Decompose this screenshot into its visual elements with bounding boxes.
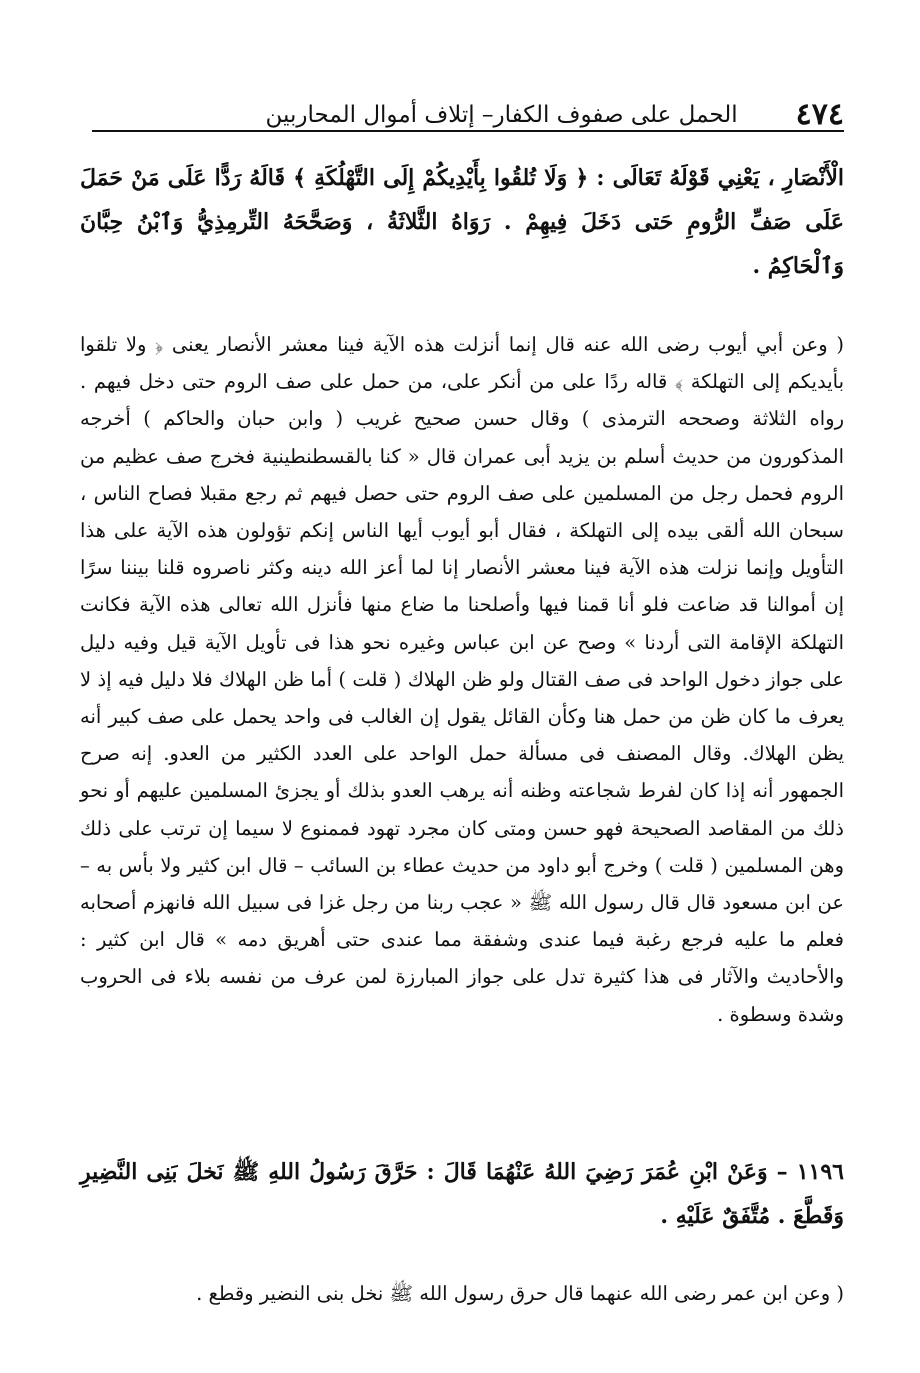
commentary-1196: ( وعن ابن عمر رضى الله عنهما قال حرق رسول الله ﷺ نخل بنى النضير وقطع . [196, 1282, 844, 1305]
hadith-1195-end: الْأَنْصَارِ ، يَعْنِي قَوْلَهُ تَعَالَى : ﴿ وَلَا تُلقُوا بِأَيْدِيكُمْ إِلَى التَّهْلُكَةِ ﴾ قَالَهُ رَدًّا عَلَى مَنْ حَمَلَ عَلَى صَفِّ الرُّومِ حَتى دَخَلَ فِيهِمْ . رَوَاهُ الثَّلاثَةُ ، وَصَحَّحَهُ التِّرمِذِيُّ وَٱبْنُ حِبَّانَ وَٱلْحَاكِمُ . [80, 165, 844, 279]
header-rule [92, 130, 844, 132]
running-title: الحمل على صفوف الكفار– إتلاف أموال المحاربين [265, 102, 738, 128]
commentary-1195: ( وعن أبي أيوب رضى الله عنه قال إنما أنزلت هذه الآية فينا معشر الأنصار يعنى ﴿ ولا تلقوا بأيديكم إلى التهلكة ﴾ قاله ردًا على من أنكر على، من حمل على صف الروم حتى دخل فيهم . رواه الثلاثة وصححه الترمذى ) وقال حسن صحيح غريب ( وابن حبان والحاكم ) أخرجه المذكورون من حديث أسلم بن يزيد أبى عمران قال « كنا بالقسطنطينية فخرج صف عظيم من الروم فحمل رجل من المسلمين على صف الروم حتى حصل فيهم ثم رجع مقبلا فصاح الناس ، سبحان الله ألقى بيده إلى التهلكة ، فقال أبو أيوب أيها الناس إنكم تؤولون هذه الآية على هذا التأويل وإنما نزلت هذه الآية فينا معشر الأنصار إنا لما أعز الله دينه وكثر ناصروه قلنا بيننا سرًا إن أموالنا قد ضاعت فلو أنا قمنا فيها وأصلحنا ما ضاع منها فأنزل الله تعالى هذه الآية فكانت التهلكة الإقامة التى أردنا » وصح عن ابن عباس وغيره نحو هذا فى تأويل الآية قيل وفيه دليل على جواز دخول الواحد فى صف القتال ولو ظن الهلاك ( قلت ) أما ظن الهلاك فلا دليل فيه إذ لا يعرف ما كان ظن من حمل هنا وكأن القائل يقول إن الغالب فى واحد يحمل على صف كبير أنه يظن الهلاك. وقال المصنف فى مسألة حمل الواحد على العدد الكثير من العدو. إنه صرح الجمهور أنه إذا كان لفرط شجاعته وظنه أنه يرهب العدو بذلك أو يجزئ المسلمين عليهم أو نحو ذلك من المقاصد الصحيحة فهو حسن ومتى كان مجرد تهود فممنوع لا سيما إن ترتب على ذلك وهن المسلمين ( قلت ) وخرج أبو داود من حديث عطاء بن السائب – قال ابن كثير ولا بأس به – عن ابن مسعود قال قال رسول الله ﷺ « عجب ربنا من رجل غزا فى سبيل الله فانهزم أصحابه فعلم ما عليه فرجع رغبة فيما عندى وشفقة مما عندى حتى أهريق دمه » قال ابن كثير : والأحاديث والآثار فى هذا كثيرة تدل على جواز المبارزة لمن عرف من نفسه بلاء فى الحروب وشدة وسطوة . [80, 333, 844, 1026]
page-header [92, 86, 844, 130]
page-number: ٤٧٤ [795, 97, 844, 132]
hadith-1196: ١١٩٦ – وَعَنْ ابْنِ عُمَرَ رَضِيَ اللهُ عَنْهُمَا قَالَ : حَرَّقَ رَسُولُ اللهِ ﷺ نَخلَ بَنِى النَّضِيرِ وَقَطَّعَ . مُتَّفَقٌ عَلَيْهِ . [80, 1159, 844, 1229]
